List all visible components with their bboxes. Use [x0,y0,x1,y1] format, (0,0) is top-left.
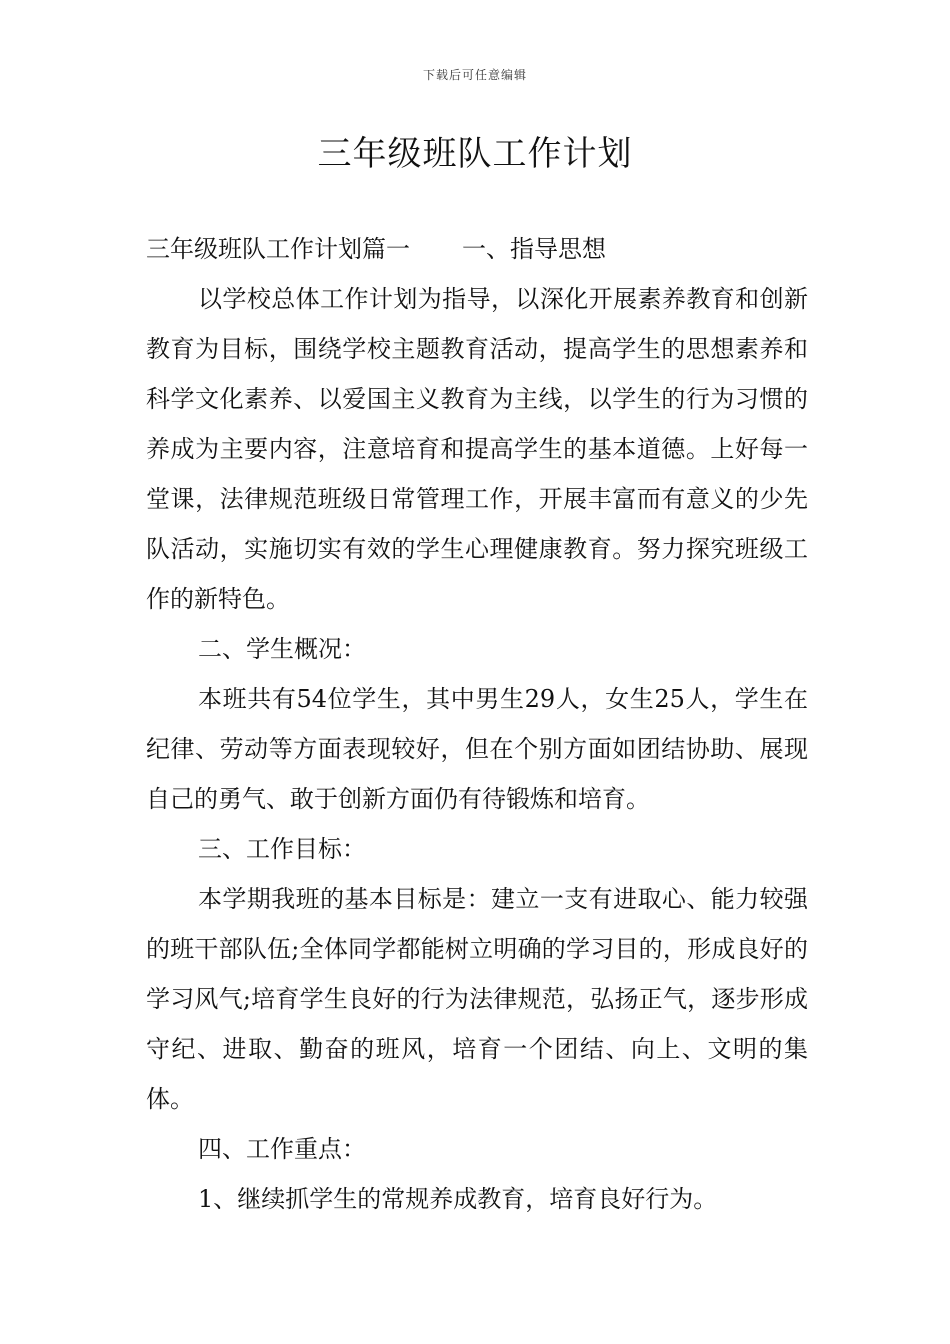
lead-subtitle: 三年级班队工作计划篇一 [146,235,410,263]
section-heading-guiding-thought: 一、指导思想 [462,235,606,263]
paragraph-guiding-thought: 以学校总体工作计划为指导，以深化开展素养教育和创新教育为目标，围绕学校主题教育活动，提高学生的思想素养和科学文化素养、以爱国主义教育为主线，以学生的行为习惯的养成为主要内容，注意培育和提高学生的基本道德。上好每一堂课，法律规范班级日常管理工作，开展丰富而有意义的少先队活动，实施切实有效的学生心理健康教育。努力探究班级工作的新特色。 [146,285,808,613]
header-note: 下载后可任意编辑 [422,68,527,82]
paragraph-student-overview: 本班共有54位学生，其中男生29人，女生25人，学生在纪律、劳动等方面表现较好，但在个别方面如团结协助、展现自己的勇气、敢于创新方面仍有待锻炼和培育。 [146,685,808,813]
lead-line [146,224,808,274]
document-title: 三年级班队工作计划 [317,134,633,174]
section-heading-work-goals: 三、工作目标： [198,835,366,863]
document-body [146,224,808,1224]
section-heading-student-overview: 二、学生概况： [198,635,366,663]
paragraph-work-goals: 本学期我班的基本目标是：建立一支有进取心、能力较强的班干部队伍;全体同学都能树立明确的学习目的，形成良好的学习风气;培育学生良好的行为法律规范，弘扬正气，逐步形成守纪、进取、勤奋的班风，培育一个团结、向上、文明的集体。 [146,885,808,1113]
list-item-work-focus-1: 1、继续抓学生的常规养成教育，培育良好行为。 [198,1185,718,1213]
section-heading-work-focus: 四、工作重点： [198,1135,366,1163]
